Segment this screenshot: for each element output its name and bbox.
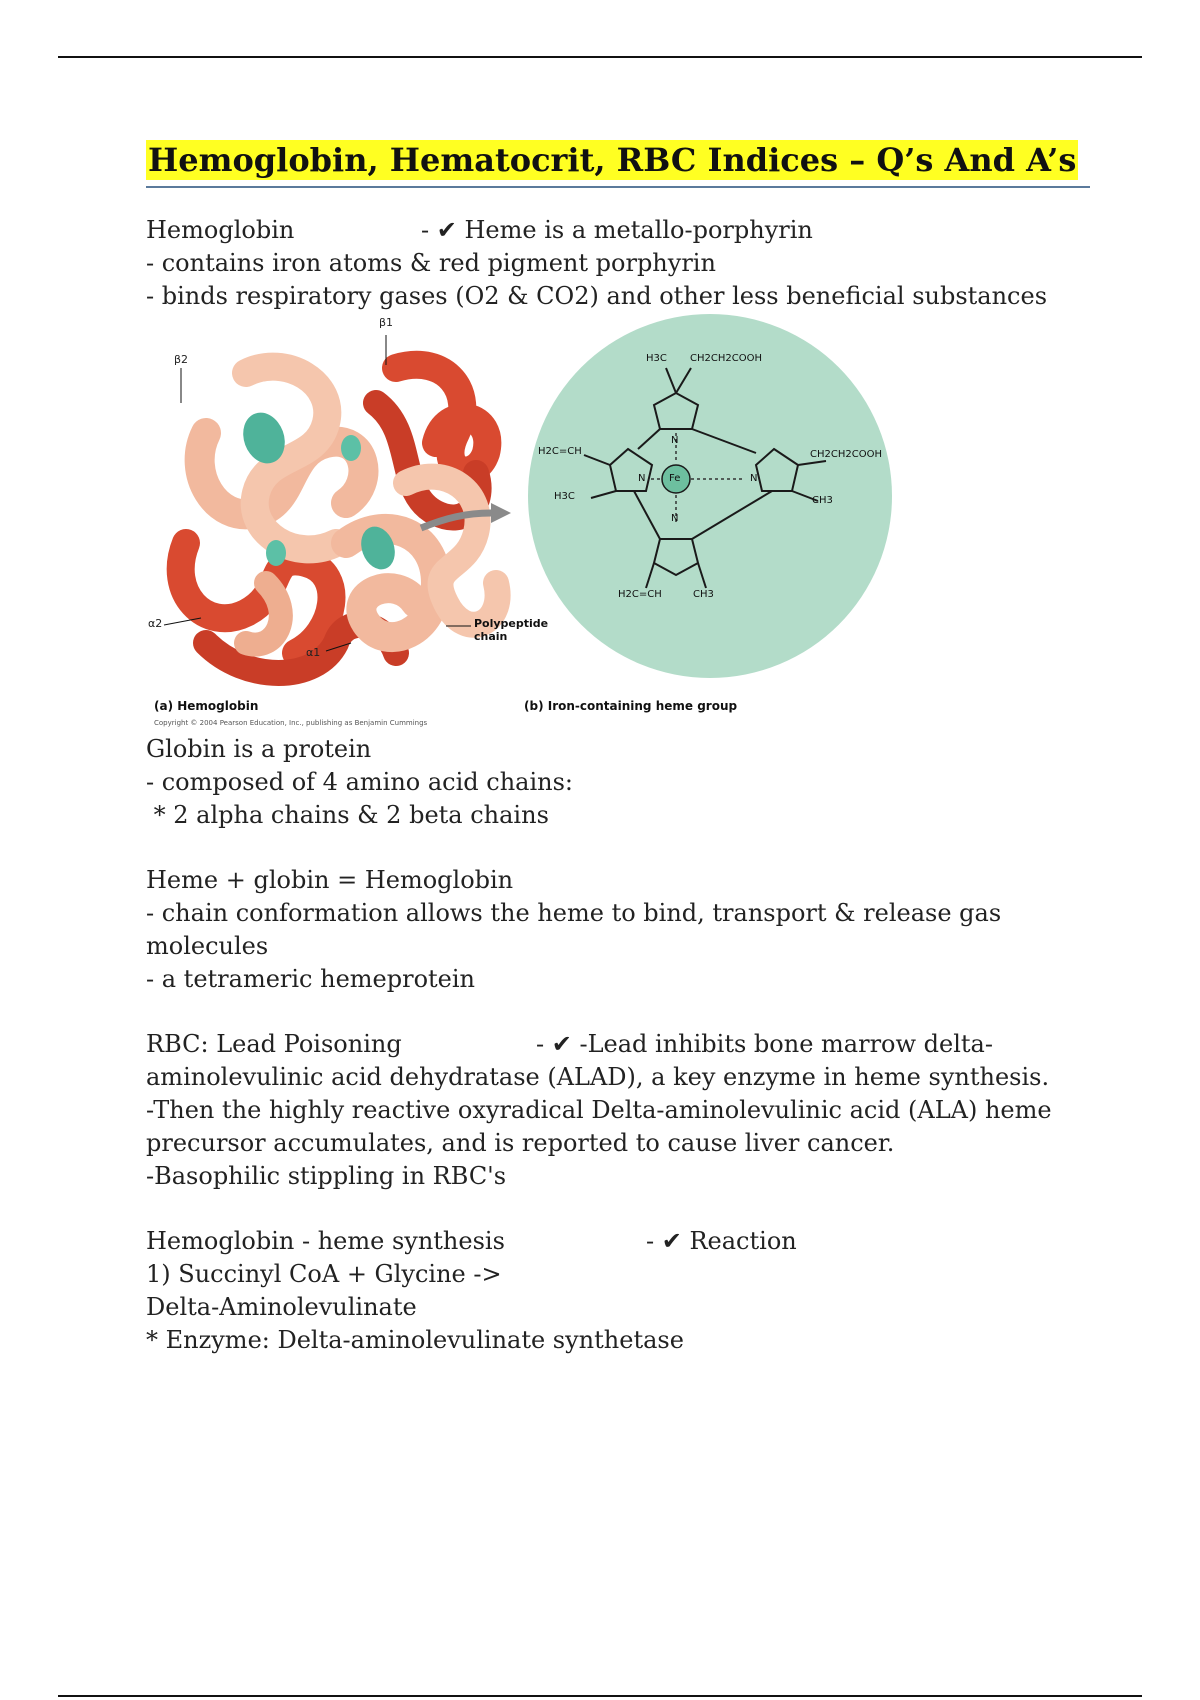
caption-hemoglobin: (a) Hemoglobin bbox=[154, 699, 259, 713]
title-block bbox=[146, 140, 1090, 188]
label-alpha2: α2 bbox=[148, 617, 163, 630]
question-lead-poisoning: RBC: Lead Poisoning bbox=[146, 1030, 402, 1058]
hemoglobin-illustration bbox=[146, 313, 906, 733]
lead-line-2: -Then the highly reactive oxyradical Delta-aminolevulinic acid (ALA) heme precursor accumulates, and is reported to cause liver cancer. bbox=[146, 1096, 1052, 1157]
top-rule bbox=[58, 56, 1142, 58]
chem-h2c-ch-left: H2C=CH bbox=[538, 446, 582, 457]
section-heme-synthesis bbox=[146, 1225, 1090, 1357]
chem-h3c-top: H3C bbox=[646, 353, 667, 364]
document-title: Hemoglobin, Hematocrit, RBC Indices – Q’s And A’s bbox=[148, 141, 1077, 179]
synthesis-line-3: * Enzyme: Delta-aminolevulinate synthetase bbox=[146, 1326, 684, 1354]
label-beta1: β1 bbox=[379, 316, 394, 329]
answer-hemoglobin: - ✔ Heme is a metallo-porphyrin bbox=[421, 216, 813, 244]
lead-line-1: aminolevulinic acid dehydratase (ALAD), a key enzyme in heme synthesis. bbox=[146, 1063, 1050, 1091]
figure-arrowhead bbox=[491, 503, 511, 523]
heme-globin-line-3: - a tetrameric hemeprotein bbox=[146, 965, 476, 993]
chem-n-left: N bbox=[638, 473, 646, 484]
chem-ch2ch2cooh-top: CH2CH2COOH bbox=[690, 353, 762, 364]
label-alpha1: α1 bbox=[306, 646, 321, 659]
chem-ch2ch2cooh-right: CH2CH2COOH bbox=[810, 449, 882, 460]
label-polypeptide-1: Polypeptide bbox=[474, 617, 549, 630]
heme-globin-line-2: - chain conformation allows the heme to bind, transport & release gas molecules bbox=[146, 899, 1002, 960]
heme-disc-3 bbox=[341, 435, 361, 461]
hemoglobin-figure bbox=[146, 313, 906, 733]
question-hemoglobin: Hemoglobin bbox=[146, 216, 295, 244]
document-body bbox=[146, 140, 1090, 1357]
section-heme-globin bbox=[146, 864, 1090, 996]
synthesis-line-1: 1) Succinyl CoA + Glycine -> bbox=[146, 1260, 502, 1288]
chem-ch3-right: CH3 bbox=[812, 495, 833, 506]
section-globin bbox=[146, 733, 1090, 832]
bottom-rule bbox=[58, 1695, 1142, 1697]
figure-copyright: Copyright © 2004 Pearson Education, Inc., publishing as Benjamin Cummings bbox=[154, 719, 428, 727]
chem-h3c-left: H3C bbox=[554, 491, 575, 502]
chem-fe: Fe bbox=[669, 473, 681, 484]
hemoglobin-line-2: - binds respiratory gases (O2 & CO2) and other less beneficial substances bbox=[146, 282, 1048, 310]
answer-heme-synthesis: - ✔ Reaction bbox=[646, 1227, 797, 1255]
label-polypeptide-2: chain bbox=[474, 630, 508, 643]
lead-line-3: -Basophilic stippling in RBC's bbox=[146, 1162, 507, 1190]
label-beta2: β2 bbox=[174, 353, 189, 366]
chem-h2c-ch-bottom: H2C=CH bbox=[618, 589, 662, 600]
globin-line-2: - composed of 4 amino acid chains: bbox=[146, 768, 574, 796]
section-hemoglobin bbox=[146, 214, 1090, 313]
globin-line-1: Globin is a protein bbox=[146, 735, 372, 763]
chem-n-top: N bbox=[671, 435, 679, 446]
caption-heme-group: (b) Iron-containing heme group bbox=[524, 699, 738, 713]
section-lead-poisoning bbox=[146, 1028, 1090, 1193]
synthesis-line-2: Delta-Aminolevulinate bbox=[146, 1293, 417, 1321]
heme-globin-line-1: Heme + globin = Hemoglobin bbox=[146, 866, 514, 894]
hemoglobin-line-1: - contains iron atoms & red pigment porphyrin bbox=[146, 249, 716, 277]
heme-background-circle bbox=[528, 314, 892, 678]
answer-lead-poisoning: - ✔ -Lead inhibits bone marrow delta- bbox=[536, 1030, 993, 1058]
globin-line-3: * 2 alpha chains & 2 beta chains bbox=[146, 801, 549, 829]
question-heme-synthesis: Hemoglobin - heme synthesis bbox=[146, 1227, 505, 1255]
chem-ch3-bottom: CH3 bbox=[693, 589, 714, 600]
chem-n-right: N bbox=[750, 473, 758, 484]
heme-disc-4 bbox=[266, 540, 286, 566]
chem-n-bottom: N bbox=[671, 513, 679, 524]
